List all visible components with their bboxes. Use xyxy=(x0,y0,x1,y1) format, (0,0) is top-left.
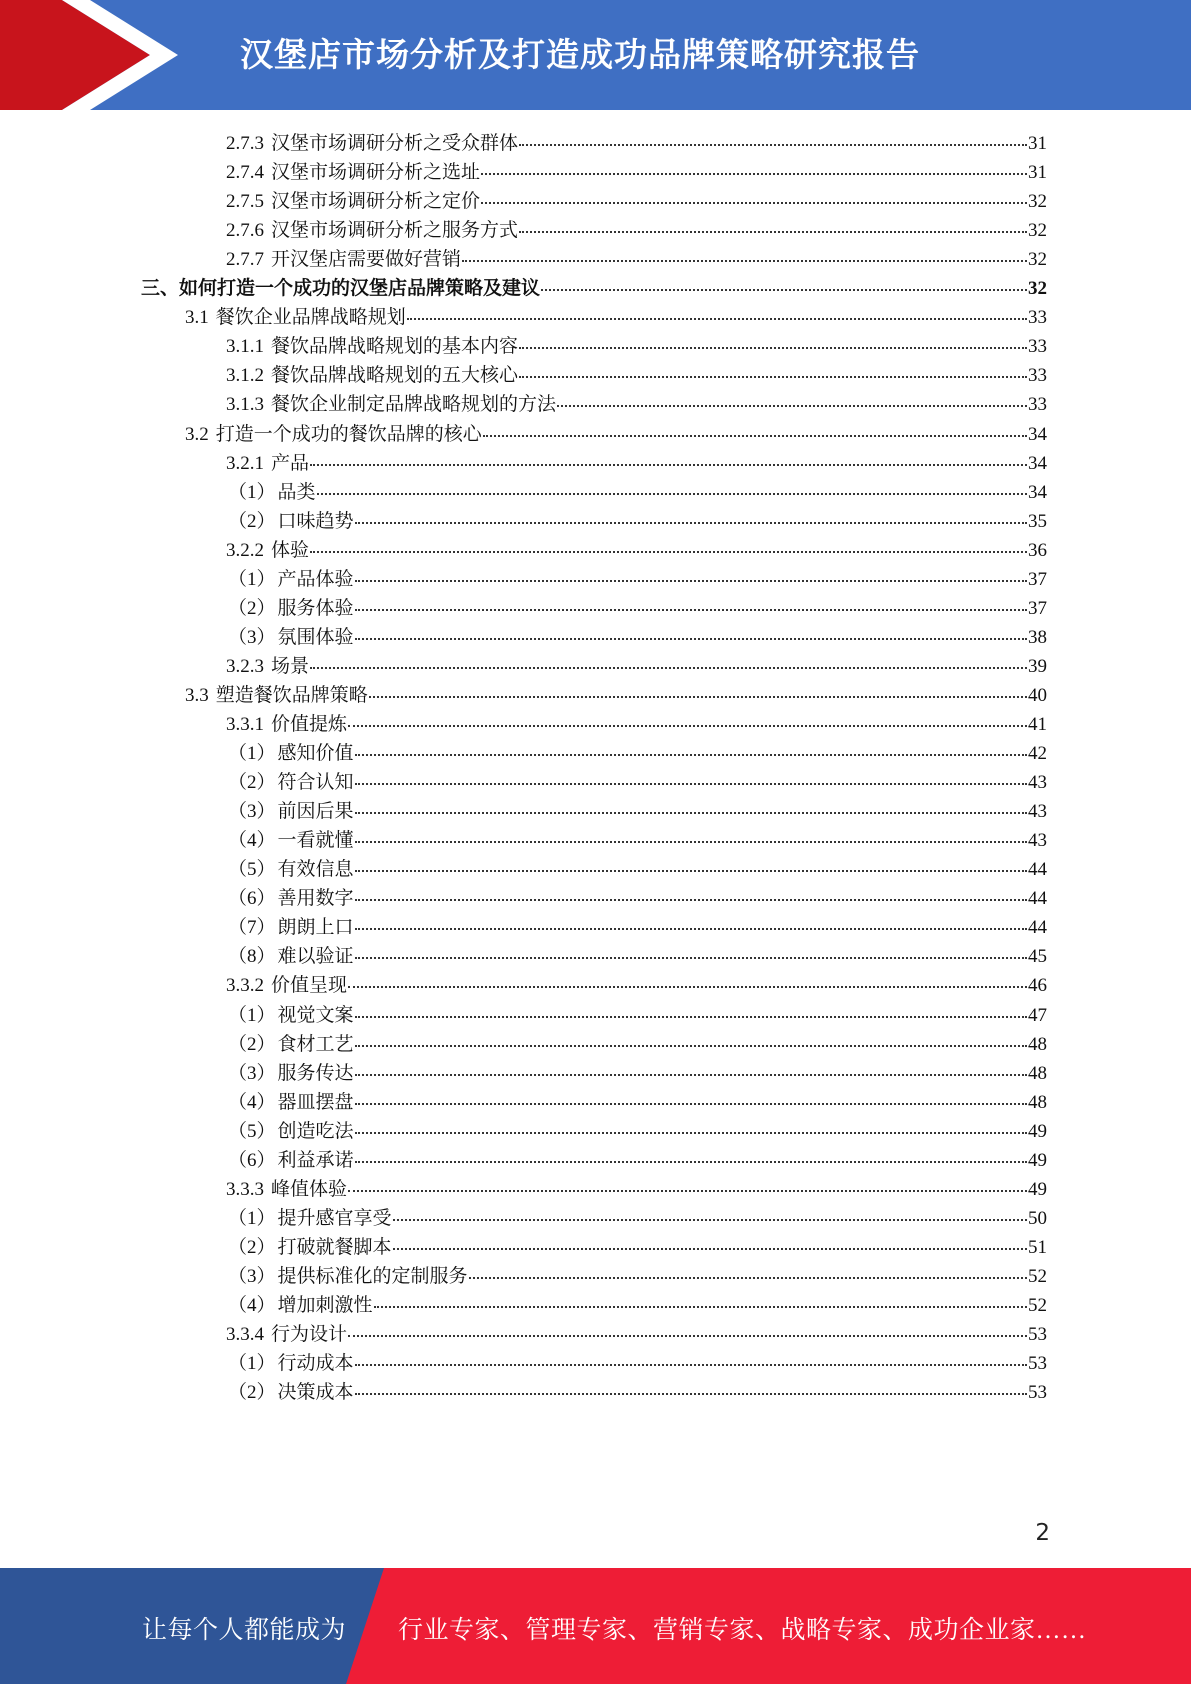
toc-entry-number: （1） xyxy=(228,481,276,503)
toc-entry-number: 3.2.2 xyxy=(226,539,264,561)
toc-dot-leader xyxy=(355,1161,1027,1163)
toc-entry-number: （3） xyxy=(228,1265,276,1287)
toc-entry-number: 3.1.3 xyxy=(226,394,264,416)
toc-entry-page: 49 xyxy=(1028,1120,1047,1142)
toc-entry-page: 50 xyxy=(1028,1207,1047,1229)
toc-dot-leader xyxy=(481,202,1027,204)
toc-entry-number: （2） xyxy=(228,510,276,532)
toc-entry[interactable] xyxy=(228,1290,1047,1321)
toc-entry[interactable] xyxy=(228,1116,1047,1147)
toc-entry-page: 31 xyxy=(1028,162,1047,184)
footer-slogan-left: 让每个人都能成为 xyxy=(142,1617,347,1644)
toc-entry-title: 汉堡市场调研分析之受众群体 xyxy=(271,133,519,154)
toc-entry[interactable] xyxy=(226,970,1047,1001)
toc-entry-title: 善用数字 xyxy=(277,888,354,910)
toc-dot-leader xyxy=(317,493,1027,495)
toc-entry[interactable] xyxy=(226,244,1047,275)
toc-entry-number: （5） xyxy=(228,1120,276,1142)
toc-dot-leader xyxy=(355,638,1027,640)
toc-dot-leader xyxy=(462,260,1027,262)
toc-entry-title: 餐饮品牌战略规划的五大核心 xyxy=(271,365,519,387)
footer-slogan-right: 行业专家、管理专家、营销专家、战略专家、成功企业家…… xyxy=(398,1617,1087,1644)
toc-entry[interactable] xyxy=(228,593,1047,624)
toc-entry-number: （2） xyxy=(228,1382,276,1404)
toc-entry[interactable] xyxy=(228,796,1047,827)
toc-entry-page: 33 xyxy=(1028,365,1047,387)
toc-entry[interactable] xyxy=(228,1029,1047,1060)
toc-entry-title: 感知价值 xyxy=(277,743,354,765)
toc-entry-page: 32 xyxy=(1028,220,1047,242)
toc-dot-leader xyxy=(519,347,1027,349)
toc-entry-page: 33 xyxy=(1028,307,1047,329)
toc-dot-leader xyxy=(355,870,1027,872)
toc-entry-number: 3.1 xyxy=(185,307,209,329)
toc-entry[interactable] xyxy=(226,157,1047,188)
toc-entry-title: 如何打造一个成功的汉堡店品牌策略及建议 xyxy=(179,278,541,300)
toc-entry-page: 35 xyxy=(1028,510,1047,532)
page-footer xyxy=(0,1568,1191,1684)
toc-entry-number: 3.3 xyxy=(185,684,209,706)
toc-entry-page: 44 xyxy=(1028,888,1047,910)
toc-entry-number: （6） xyxy=(228,888,276,910)
toc-entry[interactable] xyxy=(228,1145,1047,1176)
toc-dot-leader xyxy=(355,754,1027,756)
document-title: 汉堡店市场分析及打造成功品牌策略研究报告 xyxy=(240,35,920,74)
toc-entry-title: 提升感官享受 xyxy=(277,1207,392,1229)
toc-entry-title: 体验 xyxy=(271,539,310,561)
toc-dot-leader xyxy=(393,1248,1027,1250)
toc-dot-leader xyxy=(469,1277,1027,1279)
toc-entry-number: （2） xyxy=(228,772,276,794)
toc-entry-title: 食材工艺 xyxy=(277,1033,354,1055)
toc-entry-title: 餐饮品牌战略规划的基本内容 xyxy=(271,336,519,358)
toc-entry-page: 47 xyxy=(1028,1004,1047,1026)
toc-entry-title: 塑造餐饮品牌策略 xyxy=(215,684,368,706)
toc-entry-page: 53 xyxy=(1028,1382,1047,1404)
toc-dot-leader xyxy=(355,1016,1027,1018)
toc-entry-title: 氛围体验 xyxy=(277,626,354,648)
toc-dot-leader xyxy=(310,551,1027,553)
toc-entry[interactable] xyxy=(228,883,1047,914)
toc-dot-leader xyxy=(355,1074,1027,1076)
toc-entry-title: 提供标准化的定制服务 xyxy=(277,1265,468,1287)
toc-entry-page: 51 xyxy=(1028,1236,1047,1258)
toc-dot-leader xyxy=(355,1045,1027,1047)
toc-entry-number: 3.2 xyxy=(185,423,209,445)
toc-entry-page: 44 xyxy=(1028,917,1047,939)
toc-entry-page: 52 xyxy=(1028,1265,1047,1287)
toc-entry-number: 2.7.7 xyxy=(226,249,264,271)
toc-entry-number: （5） xyxy=(228,859,276,881)
toc-dot-leader xyxy=(519,231,1027,233)
toc-entry-title: 打破就餐脚本 xyxy=(277,1236,392,1258)
toc-entry-title: 一看就懂 xyxy=(277,830,354,852)
toc-dot-leader xyxy=(310,667,1027,669)
toc-entry-page: 37 xyxy=(1028,568,1047,590)
toc-entry-page: 33 xyxy=(1028,394,1047,416)
toc-entry[interactable] xyxy=(185,302,1047,333)
toc-entry-page: 48 xyxy=(1028,1062,1047,1084)
toc-entry[interactable] xyxy=(228,1348,1047,1379)
toc-entry[interactable] xyxy=(226,331,1047,362)
toc-entry-number: 3.2.1 xyxy=(226,452,264,474)
toc-entry-title: 价值呈现 xyxy=(271,975,348,997)
toc-entry-number: 2.7.6 xyxy=(226,220,264,242)
toc-entry-title: 利益承诺 xyxy=(277,1149,354,1171)
toc-entry[interactable] xyxy=(226,215,1047,246)
toc-entry-page: 39 xyxy=(1028,655,1047,677)
toc-entry-number: （3） xyxy=(228,626,276,648)
toc-entry[interactable] xyxy=(228,912,1047,943)
toc-dot-leader xyxy=(355,609,1027,611)
toc-entry[interactable] xyxy=(228,1261,1047,1292)
toc-entry-page: 33 xyxy=(1028,336,1047,358)
toc-entry[interactable] xyxy=(226,448,1047,479)
toc-entry-title: 增加刺激性 xyxy=(277,1295,373,1316)
toc-entry[interactable] xyxy=(228,477,1047,508)
toc-entry-page: 32 xyxy=(1028,191,1047,213)
toc-dot-leader xyxy=(355,928,1027,930)
toc-dot-leader xyxy=(355,957,1027,959)
toc-entry-page: 43 xyxy=(1028,830,1047,852)
toc-entry[interactable] xyxy=(228,564,1047,595)
toc-entry-page: 46 xyxy=(1028,975,1047,997)
toc-entry-title: 峰值体验 xyxy=(271,1178,348,1200)
toc-entry-page: 43 xyxy=(1028,801,1047,823)
toc-entry-number: 3.1.2 xyxy=(226,365,264,387)
toc-entry-number: （1） xyxy=(228,1004,276,1026)
toc-entry-number: 3.3.3 xyxy=(226,1178,264,1200)
toc-entry-title: 汉堡市场调研分析之定价 xyxy=(271,191,481,213)
toc-entry-title: 汉堡市场调研分析之服务方式 xyxy=(271,220,519,242)
toc-entry-title: 服务体验 xyxy=(277,597,354,619)
toc-dot-leader xyxy=(348,725,1027,727)
toc-entry-title: 打造一个成功的餐饮品牌的核心 xyxy=(215,423,482,445)
toc-entry-page: 34 xyxy=(1028,452,1047,474)
toc-entry-number: 3.2.3 xyxy=(226,655,264,677)
toc-entry-page: 48 xyxy=(1028,1033,1047,1055)
toc-dot-leader xyxy=(355,1393,1027,1395)
toc-entry-page: 48 xyxy=(1028,1091,1047,1113)
toc-dot-leader xyxy=(355,580,1027,582)
toc-entry-page: 38 xyxy=(1028,626,1047,648)
toc-dot-leader xyxy=(348,1190,1027,1192)
toc-entry[interactable] xyxy=(226,651,1047,682)
toc-entry-title: 前因后果 xyxy=(277,801,354,823)
toc-dot-leader xyxy=(355,1103,1027,1105)
toc-entry[interactable] xyxy=(228,506,1047,537)
toc-entry-page: 44 xyxy=(1028,859,1047,881)
toc-entry[interactable] xyxy=(226,1319,1047,1350)
toc-entry-number: （1） xyxy=(228,568,276,590)
toc-entry-number: （2） xyxy=(228,1033,276,1055)
toc-entry-number: 2.7.4 xyxy=(226,162,264,184)
toc-entry-number: （1） xyxy=(228,743,276,765)
toc-entry-title: 服务传达 xyxy=(277,1062,354,1084)
toc-entry-page: 52 xyxy=(1028,1295,1047,1316)
toc-entry-page: 49 xyxy=(1028,1178,1047,1200)
toc-entry[interactable] xyxy=(228,941,1047,972)
toc-entry[interactable] xyxy=(185,680,1047,711)
toc-dot-leader xyxy=(355,841,1027,843)
toc-entry-title: 价值提炼 xyxy=(271,714,348,735)
toc-dot-leader xyxy=(355,522,1027,524)
toc-entry-page: 32 xyxy=(1028,249,1047,271)
toc-entry-number: （4） xyxy=(228,830,276,852)
toc-entry-title: 产品 xyxy=(271,452,310,474)
toc-entry-title: 开汉堡店需要做好营销 xyxy=(271,249,462,271)
toc-entry[interactable] xyxy=(228,1087,1047,1118)
toc-entry-title: 品类 xyxy=(277,481,316,503)
toc-entry-page: 37 xyxy=(1028,597,1047,619)
toc-entry-number: （2） xyxy=(228,597,276,619)
toc-entry-title: 行为设计 xyxy=(271,1324,348,1346)
toc-entry-page: 49 xyxy=(1028,1149,1047,1171)
toc-entry-number: 3.1.1 xyxy=(226,336,264,358)
toc-entry-title: 汉堡市场调研分析之选址 xyxy=(271,162,481,184)
toc-entry[interactable] xyxy=(226,389,1047,420)
header-red-arrow-shape xyxy=(0,0,150,110)
toc-dot-leader xyxy=(348,1335,1027,1337)
toc-entry[interactable] xyxy=(226,360,1047,391)
toc-entry[interactable] xyxy=(226,709,1047,740)
toc-dot-leader xyxy=(541,289,1027,291)
toc-entry-number: （1） xyxy=(228,1207,276,1229)
toc-dot-leader xyxy=(355,899,1027,901)
toc-entry-title: 口味趋势 xyxy=(277,510,354,532)
toc-entry-number: （6） xyxy=(228,1149,276,1171)
toc-dot-leader xyxy=(481,173,1027,175)
toc-dot-leader xyxy=(355,1132,1027,1134)
toc-entry-page: 45 xyxy=(1028,946,1047,968)
toc-entry-page: 36 xyxy=(1028,539,1047,561)
toc-entry-page: 31 xyxy=(1028,133,1047,154)
toc-entry-number: 3.3.2 xyxy=(226,975,264,997)
toc-entry-number: （3） xyxy=(228,801,276,823)
toc-dot-leader xyxy=(355,1364,1027,1366)
toc-entry[interactable] xyxy=(228,1377,1047,1408)
toc-dot-leader xyxy=(355,812,1027,814)
toc-entry-title: 餐饮企业品牌战略规划 xyxy=(215,307,406,329)
toc-entry-number: 三、 xyxy=(141,278,180,300)
toc-entry[interactable] xyxy=(228,1058,1047,1089)
toc-entry-number: 2.7.3 xyxy=(226,133,264,154)
toc-entry-title: 难以验证 xyxy=(277,946,354,968)
toc-entry-page: 40 xyxy=(1028,684,1047,706)
toc-entry-title: 器皿摆盘 xyxy=(277,1091,354,1113)
toc-dot-leader xyxy=(355,783,1027,785)
toc-entry[interactable] xyxy=(226,186,1047,217)
toc-entry-title: 场景 xyxy=(271,655,310,677)
toc-entry-number: （4） xyxy=(228,1091,276,1113)
page-header xyxy=(0,0,1191,110)
toc-entry[interactable] xyxy=(228,767,1047,798)
toc-entry-page: 32 xyxy=(1028,278,1047,300)
toc-dot-leader xyxy=(407,318,1027,320)
toc-entry[interactable] xyxy=(141,273,1047,304)
toc-dot-leader xyxy=(348,986,1027,988)
toc-entry-page: 34 xyxy=(1028,481,1047,503)
page-number: 2 xyxy=(1035,1520,1050,1546)
toc-entry-title: 决策成本 xyxy=(277,1382,354,1404)
toc-entry-number: （8） xyxy=(228,946,276,968)
toc-dot-leader xyxy=(519,144,1027,146)
toc-entry-number: （3） xyxy=(228,1062,276,1084)
toc-entry[interactable] xyxy=(228,825,1047,856)
toc-entry-title: 有效信息 xyxy=(277,859,354,881)
toc-dot-leader xyxy=(483,435,1027,437)
toc-entry-title: 餐饮企业制定品牌战略规划的方法 xyxy=(271,394,557,416)
toc-entry-number: （7） xyxy=(228,917,276,939)
toc-entry-page: 43 xyxy=(1028,772,1047,794)
toc-dot-leader xyxy=(374,1306,1027,1308)
toc-entry-number: 3.3.1 xyxy=(226,714,264,735)
toc-entry-number: （2） xyxy=(228,1236,276,1258)
toc-entry[interactable] xyxy=(228,622,1047,653)
toc-entry[interactable] xyxy=(226,535,1047,566)
toc-entry-page: 53 xyxy=(1028,1324,1047,1346)
toc-entry-title: 视觉文案 xyxy=(277,1004,354,1026)
toc-entry[interactable] xyxy=(228,1000,1047,1031)
toc-dot-leader xyxy=(519,376,1027,378)
toc-entry-page: 53 xyxy=(1028,1353,1047,1375)
toc-dot-leader xyxy=(310,464,1027,466)
toc-entry-title: 产品体验 xyxy=(277,568,354,590)
toc-entry-number: 3.3.4 xyxy=(226,1324,264,1346)
toc-entry-page: 42 xyxy=(1028,743,1047,765)
toc-entry-title: 行动成本 xyxy=(277,1353,354,1375)
toc-entry[interactable] xyxy=(185,419,1047,450)
toc-entry-title: 符合认知 xyxy=(277,772,354,794)
toc-entry[interactable] xyxy=(228,854,1047,885)
toc-entry-page: 41 xyxy=(1028,714,1047,735)
toc-entry[interactable] xyxy=(226,128,1047,159)
toc-entry-page: 34 xyxy=(1028,423,1047,445)
toc-dot-leader xyxy=(393,1219,1027,1221)
toc-entry-number: （1） xyxy=(228,1353,276,1375)
toc-entry[interactable] xyxy=(226,1174,1047,1205)
toc-entry-title: 朗朗上口 xyxy=(277,917,354,939)
toc-entry[interactable] xyxy=(228,1203,1047,1234)
toc-dot-leader xyxy=(369,696,1027,698)
toc-entry[interactable] xyxy=(228,738,1047,769)
toc-entry[interactable] xyxy=(228,1232,1047,1263)
toc-entry-number: （4） xyxy=(228,1295,276,1316)
toc-entry-number: 2.7.5 xyxy=(226,191,264,213)
toc-dot-leader xyxy=(557,405,1027,407)
toc-entry-title: 创造吃法 xyxy=(277,1120,354,1142)
